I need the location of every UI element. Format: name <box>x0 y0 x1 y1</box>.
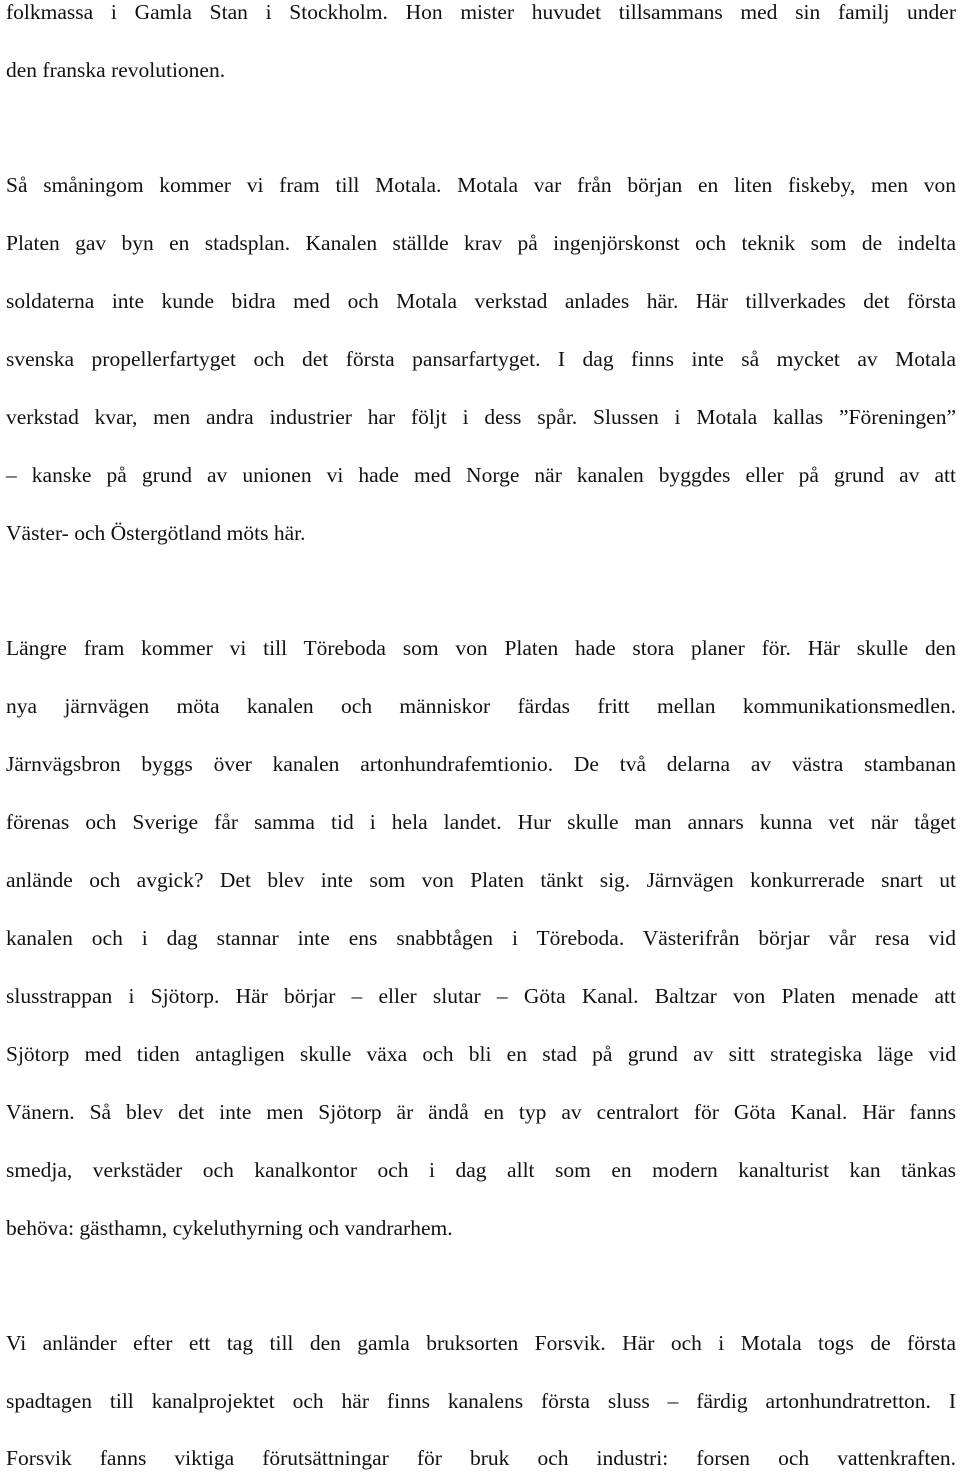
text-line: verkstad kvar, men andra industrier har följt i dess spår. Slussen i Motala kallas ”Föreningen” <box>6 405 956 429</box>
text-line: Längre fram kommer vi till Töreboda som von Platen hade stora planer för. Här skulle den <box>6 636 956 660</box>
text-line: förenas och Sverige får samma tid i hela landet. Hur skulle man annars kunna vet när tåget <box>6 810 956 834</box>
text-line: slusstrappan i Sjötorp. Här börjar – eller slutar – Göta Kanal. Baltzar von Platen menade att <box>6 984 956 1008</box>
text-line: Väster- och Östergötland möts här. <box>6 521 306 545</box>
text-line: spadtagen till kanalprojektet och här finns kanalens första sluss – färdig artonhundratretton. I <box>6 1389 956 1413</box>
text-line: anlände och avgick? Det blev inte som von Platen tänkt sig. Järnvägen konkurrerade snart ut <box>6 868 956 892</box>
text-line: Vänern. Så blev det inte men Sjötorp är ändå en typ av centralort för Göta Kanal. Här fanns <box>6 1100 956 1124</box>
text-line: kanalen och i dag stannar inte ens snabbtågen i Töreboda. Västerifrån börjar vår resa vid <box>6 926 956 950</box>
text-line: svenska propellerfartyget och det första pansarfartyget. I dag finns inte så mycket av Motala <box>6 347 956 371</box>
text-line: Vi anländer efter ett tag till den gamla bruksorten Forsvik. Här och i Motala togs de första <box>6 1331 956 1355</box>
text-line: Så småningom kommer vi fram till Motala. Motala var från början en liten fiskeby, men von <box>6 173 956 197</box>
text-line: den franska revolutionen. <box>6 58 226 82</box>
text-line: – kanske på grund av unionen vi hade med Norge när kanalen byggdes eller på grund av att <box>6 463 956 487</box>
text-line: smedja, verkstäder och kanalkontor och i dag allt som en modern kanalturist kan tänkas <box>6 1158 956 1182</box>
text-line: Sjötorp med tiden antagligen skulle växa och bli en stad på grund av sitt strategiska läge vid <box>6 1042 956 1066</box>
text-line: Platen gav byn en stadsplan. Kanalen ställde krav på ingenjörskonst och teknik som de indelta <box>6 231 956 255</box>
text-line: folkmassa i Gamla Stan i Stockholm. Hon mister huvudet tillsammans med sin familj under <box>6 0 956 24</box>
text-line: soldaterna inte kunde bidra med och Motala verkstad anlades här. Här tillverkades det första <box>6 289 956 313</box>
text-line: Järnvägsbron byggs över kanalen artonhundrafemtionio. De två delarna av västra stambanan <box>6 752 956 776</box>
text-line: nya järnvägen möta kanalen och människor färdas fritt mellan kommunikationsmedlen. <box>6 694 956 718</box>
text-line: Forsvik fanns viktiga förutsättningar för bruk och industri: forsen och vattenkraften. <box>6 1446 956 1470</box>
text-line: behöva: gästhamn, cykeluthyrning och vandrarhem. <box>6 1216 453 1240</box>
